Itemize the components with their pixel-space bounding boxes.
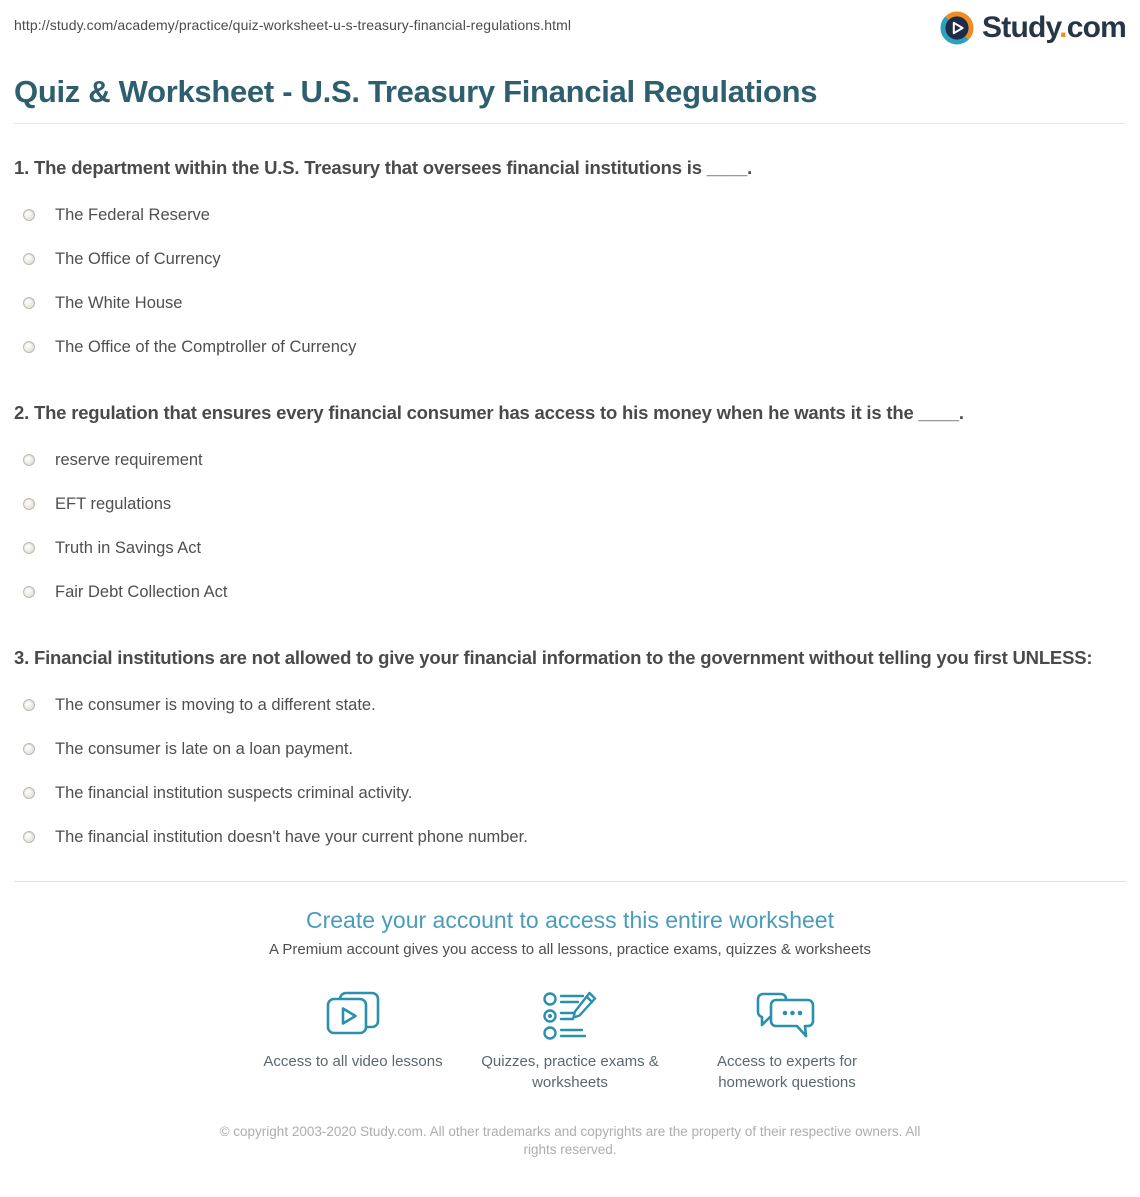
cta-section [14,905,1126,1093]
option-row[interactable] [14,570,1126,614]
question-3 [14,644,1126,859]
features-row [14,984,1126,1093]
question-2-options [14,438,1126,614]
option-row[interactable] [14,281,1126,325]
radio-button[interactable] [23,586,35,598]
copyright-notice: © copyright 2003-2020 Study.com. All other trademarks and copyrights are the property of their respective owners. All rights reserved. [219,1124,921,1157]
studycom-logo[interactable] [939,10,1126,46]
radio-button[interactable] [23,454,35,466]
quizzes-worksheets-icon [541,984,599,1042]
feature-quizzes-worksheets [462,984,679,1093]
question-2-text: 2. The regulation that ensures every financial consumer has access to his money when he wants it is the ____. [14,402,964,423]
radio-button[interactable] [23,209,35,221]
radio-button[interactable] [23,831,35,843]
radio-button[interactable] [23,699,35,711]
feature-label: Access to experts for homework questions [716,1053,858,1091]
title-divider [14,123,1126,124]
question-3-options [14,683,1126,859]
feature-label: Quizzes, practice exams & worksheets [481,1053,659,1091]
option-row[interactable] [14,237,1126,281]
option-row[interactable] [14,771,1126,815]
option-row[interactable] [14,683,1126,727]
radio-button[interactable] [23,297,35,309]
option-label: reserve requirement [55,450,203,469]
option-label: The Office of Currency [55,249,221,268]
feature-video-lessons [245,984,462,1072]
option-label: The consumer is moving to a different state. [55,695,376,714]
question-1-options [14,193,1126,369]
option-row[interactable] [14,193,1126,237]
option-row[interactable] [14,526,1126,570]
studycom-logo-icon [939,10,975,46]
question-1 [14,154,1126,369]
radio-button[interactable] [23,341,35,353]
feature-chat-experts [679,984,896,1093]
option-row[interactable] [14,325,1126,369]
cta-divider [14,881,1126,882]
cta-heading[interactable]: Create your account to access this entire worksheet [306,907,834,933]
question-1-text: 1. The department within the U.S. Treasury that oversees financial institutions is ____. [14,157,753,178]
option-row[interactable] [14,815,1126,859]
option-label: The financial institution doesn't have your current phone number. [55,827,528,846]
question-2 [14,399,1126,614]
radio-button[interactable] [23,787,35,799]
radio-button[interactable] [23,542,35,554]
radio-button[interactable] [23,743,35,755]
option-label: The consumer is late on a loan payment. [55,739,354,758]
option-label: EFT regulations [55,494,172,513]
page-url: http://study.com/academy/practice/quiz-worksheet-u-s-treasury-financial-regulations.html [14,17,572,33]
video-lessons-icon [324,984,382,1042]
option-label: The financial institution suspects criminal activity. [55,783,413,802]
option-label: The White House [55,293,183,312]
option-row[interactable] [14,727,1126,771]
studycom-logo-text: Study.com [982,11,1126,44]
chat-experts-icon [754,984,820,1042]
option-label: Truth in Savings Act [55,538,202,557]
option-row[interactable] [14,482,1126,526]
cta-subheading: A Premium account gives you access to all lessons, practice exams, quizzes & worksheets [269,941,871,958]
feature-label: Access to all video lessons [263,1053,443,1070]
radio-button[interactable] [23,253,35,265]
option-row[interactable] [14,438,1126,482]
page-title: Quiz & Worksheet - U.S. Treasury Financial Regulations [14,74,818,109]
option-label: Fair Debt Collection Act [55,582,228,601]
option-label: The Office of the Comptroller of Currency [55,337,357,356]
header [14,10,1126,46]
radio-button[interactable] [23,498,35,510]
question-3-text: 3. Financial institutions are not allowed to give your financial information to the government without telling you first UNLESS: [14,647,1093,668]
option-label: The Federal Reserve [55,205,210,224]
